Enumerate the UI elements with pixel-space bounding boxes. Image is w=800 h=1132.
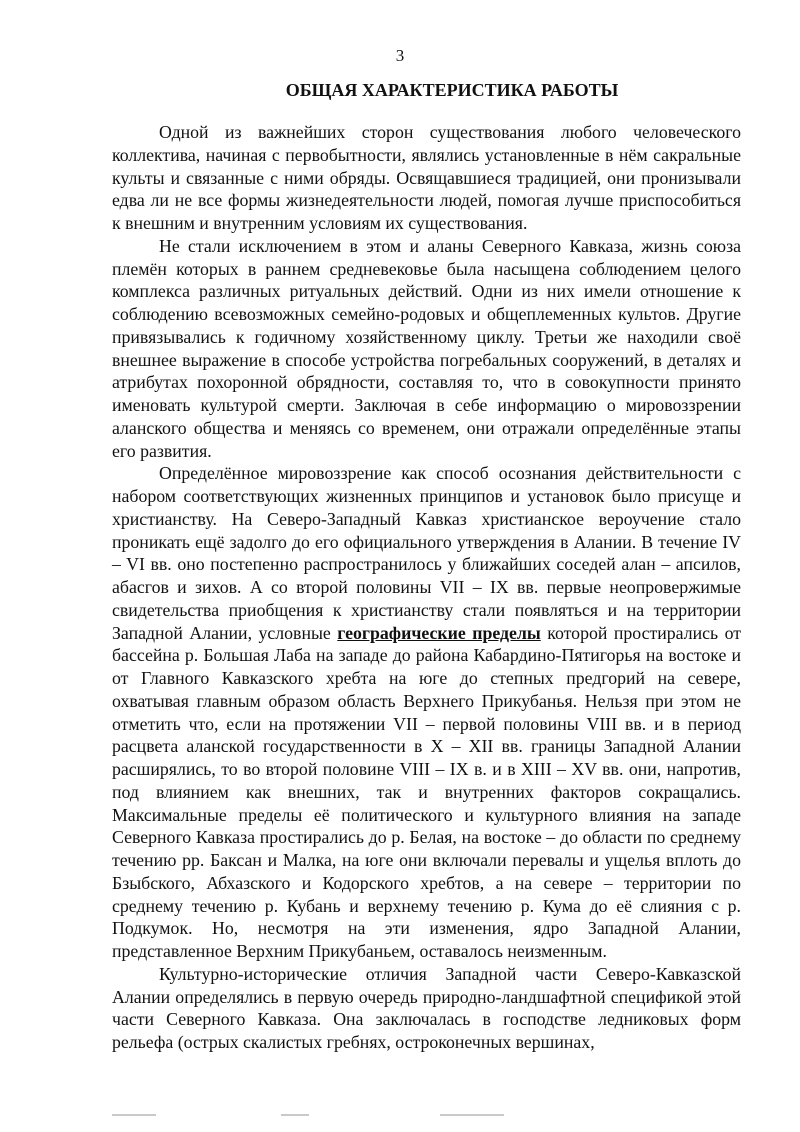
footer-rule	[112, 1114, 156, 1116]
paragraph-1: Одной из важнейших сторон существования любого человеческого коллектива, начиная с первобытности, являлись установленные в нём сакральные культы и связанные с ними обряды. Освящавшиеся традицией, они пронизывали едва ли не все формы жизнедеятельности людей, помогая лучше приспособиться к внешним и внутренним условиям их существования.	[112, 122, 741, 233]
body-text	[112, 121, 741, 1054]
page-number: 3	[395, 46, 405, 65]
geographic-limits-emphasis: географические пределы	[337, 622, 541, 643]
paragraph-3-end: которой простирались от бассейна р. Большая Лаба на западе до района Кабардино-Пятигорья на востоке и от Главного Кавказского хребта на юге до степных предгорий на севере, охватывая главным образом область Верхнего Прикубанья. Нельзя при этом не отметить что, если на протяжении VII – первой половины VIII вв. и в период расцвета аланской государственности в X – XII вв. границы Западной Алании расширялись, то во второй половине VIII – IX в. и в XIII – XV вв. они, напротив, под влиянием как внешних, так и внутренних факторов сокращались. Максимальные пределы её политического и культурного влияния на западе Северного Кавказа простирались до р. Белая, на востоке – до области по среднему течению рр. Баксан и Малка, на юге они включали перевалы и ущелья вплоть до Бзыбского, Абхазского и Кодорского хребтов, а на севере – территории по среднему течению р. Кубань и верхнему течению р. Кума до её слияния с р. Подкумок. Но, несмотря на эти изменения, ядро Западной Алании, представленное Верхним Прикубаньем, оставалось неизменным.	[112, 622, 741, 961]
paragraph-2: Не стали исключением в этом и аланы Северного Кавказа, жизнь союза племён которых в раннем средневековье была насыщена соблюдением целого комплекса различных ритуальных действий. Одни из них имели отношение к соблюдению всевозможных семейно-родовых и общеплеменных культов. Другие привязывались к годичному хозяйственному циклу. Третьи же находили своё внешнее выражение в способе устройства погребальных сооружений, в деталях и атрибутах похоронной обрядности, составляя то, что в совокупности принято именовать культурой смерти. Заключая в себе информацию о мировоззрении аланского общества и меняясь со временем, они отражали определённые этапы его развития.	[112, 235, 741, 461]
page-title: ОБЩАЯ ХАРАКТЕРИСТИКА РАБОТЫ	[285, 80, 619, 100]
footer-rule	[440, 1114, 504, 1116]
paragraph-3	[112, 462, 741, 963]
paragraph-3-start: Определённое мировоззрение как способ осознания действительности с набором соответствующих жизненных принципов и установок было присуще и христианству. На Северо-Западный Кавказ христианское вероучение стало проникать ещё задолго до его официального утверждения в Алании. В течение IV – VI вв. оно постепенно распространилось у ближайших соседей алан – апсилов, абасгов и зихов. А со второй половины VII – IX вв. первые неопровержимые свидетельства приобщения к христианству стали появляться и на территории Западной Алании, условные	[112, 463, 741, 643]
footer-rule	[281, 1114, 309, 1116]
paragraph-4: Культурно-исторические отличия Западной части Северо-Кавказской Алании определялись в первую очередь природно-ландшафтной спецификой этой части Северного Кавказа. Она заключалась в господстве ледниковых форм рельефа (острых скалистых гребнях, остроконечных вершинах,	[112, 963, 741, 1052]
